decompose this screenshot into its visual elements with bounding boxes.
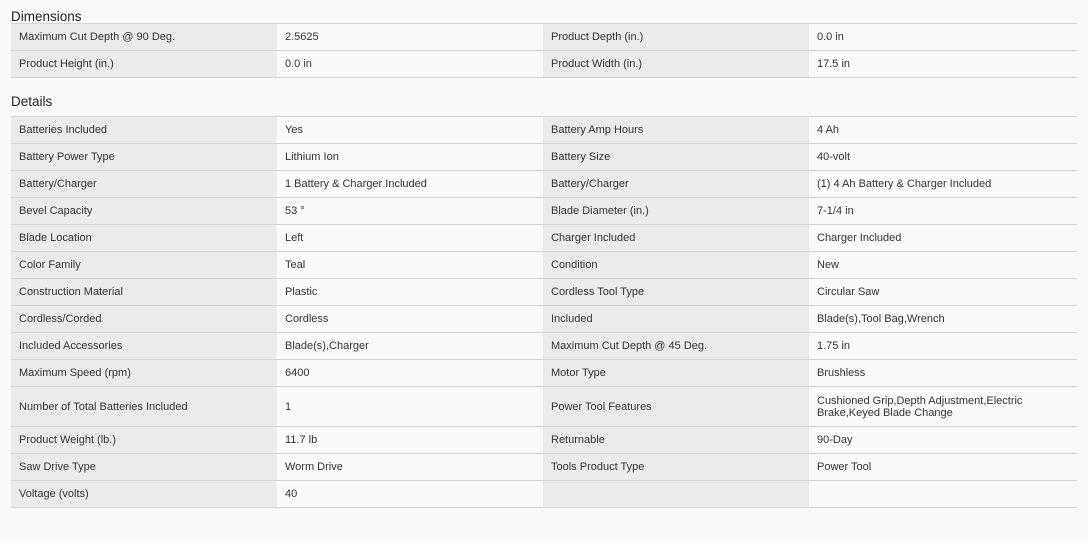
spec-label: Blade Diameter (in.) [543, 198, 809, 225]
spec-label: Product Depth (in.) [543, 24, 809, 51]
spec-label: Number of Total Batteries Included [11, 387, 277, 427]
spec-value: Blade(s),Charger [277, 333, 543, 360]
spec-value: Yes [277, 117, 543, 144]
spec-label: Voltage (volts) [11, 481, 277, 508]
spec-value: 90-Day [809, 427, 1077, 454]
spec-value [809, 481, 1077, 508]
spec-value: 2.5625 [277, 24, 543, 51]
spec-row [11, 454, 1077, 481]
spec-label: Color Family [11, 252, 277, 279]
spec-label: Condition [543, 252, 809, 279]
spec-label: Motor Type [543, 360, 809, 387]
spec-value: Plastic [277, 279, 543, 306]
spec-label: Cordless Tool Type [543, 279, 809, 306]
spec-label: Maximum Cut Depth @ 45 Deg. [543, 333, 809, 360]
spec-label: Maximum Cut Depth @ 90 Deg. [11, 24, 277, 51]
spec-label: Charger Included [543, 225, 809, 252]
spec-value: 17.5 in [809, 51, 1077, 78]
spec-value: Cordless [277, 306, 543, 333]
spec-value: 1.75 in [809, 333, 1077, 360]
spec-label: Product Height (in.) [11, 51, 277, 78]
spec-row [11, 427, 1077, 454]
spec-label: Product Width (in.) [543, 51, 809, 78]
spec-value: 53 ° [277, 198, 543, 225]
spec-value: 0.0 in [277, 51, 543, 78]
spec-label: Returnable [543, 427, 809, 454]
details-heading: Details [11, 94, 53, 109]
spec-row [11, 51, 1077, 78]
dimensions-table [11, 23, 1077, 78]
spec-label: Battery Size [543, 144, 809, 171]
spec-label: Included [543, 306, 809, 333]
spec-row [11, 171, 1077, 198]
details-table [11, 116, 1077, 508]
spec-row [11, 198, 1077, 225]
spec-row [11, 333, 1077, 360]
spec-row [11, 306, 1077, 333]
spec-label [543, 481, 809, 508]
spec-value: Left [277, 225, 543, 252]
spec-row [11, 360, 1077, 387]
spec-label: Cordless/Corded [11, 306, 277, 333]
spec-label: Construction Material [11, 279, 277, 306]
spec-label: Batteries Included [11, 117, 277, 144]
spec-row [11, 279, 1077, 306]
spec-row [11, 387, 1077, 427]
spec-label: Tools Product Type [543, 454, 809, 481]
spec-row [11, 117, 1077, 144]
spec-label: Bevel Capacity [11, 198, 277, 225]
spec-value: Circular Saw [809, 279, 1077, 306]
spec-value: 11.7 lb [277, 427, 543, 454]
spec-value: (1) 4 Ah Battery & Charger Included [809, 171, 1077, 198]
spec-label: Included Accessories [11, 333, 277, 360]
spec-row [11, 481, 1077, 508]
spec-label: Battery Power Type [11, 144, 277, 171]
spec-value: 6400 [277, 360, 543, 387]
spec-value: 0.0 in [809, 24, 1077, 51]
spec-row [11, 144, 1077, 171]
spec-value: Lithium Ion [277, 144, 543, 171]
spec-value: Teal [277, 252, 543, 279]
spec-value: Brushless [809, 360, 1077, 387]
dimensions-heading: Dimensions [11, 9, 82, 24]
spec-label: Battery Amp Hours [543, 117, 809, 144]
spec-label: Maximum Speed (rpm) [11, 360, 277, 387]
spec-value: 1 [277, 387, 543, 427]
spec-value: Blade(s),Tool Bag,Wrench [809, 306, 1077, 333]
spec-value: 7-1/4 in [809, 198, 1077, 225]
spec-row [11, 252, 1077, 279]
spec-row [11, 24, 1077, 51]
spec-value: 4 Ah [809, 117, 1077, 144]
spec-label: Saw Drive Type [11, 454, 277, 481]
spec-value: 1 Battery & Charger Included [277, 171, 543, 198]
spec-label: Battery/Charger [543, 171, 809, 198]
spec-value: New [809, 252, 1077, 279]
spec-label: Battery/Charger [11, 171, 277, 198]
spec-value: 40 [277, 481, 543, 508]
spec-value: Power Tool [809, 454, 1077, 481]
spec-label: Product Weight (lb.) [11, 427, 277, 454]
spec-value: Worm Drive [277, 454, 543, 481]
spec-label: Blade Location [11, 225, 277, 252]
spec-row [11, 225, 1077, 252]
spec-value: Charger Included [809, 225, 1077, 252]
spec-label: Power Tool Features [543, 387, 809, 427]
spec-value: Cushioned Grip,Depth Adjustment,Electric Brake,Keyed Blade Change [809, 387, 1077, 427]
spec-value: 40-volt [809, 144, 1077, 171]
